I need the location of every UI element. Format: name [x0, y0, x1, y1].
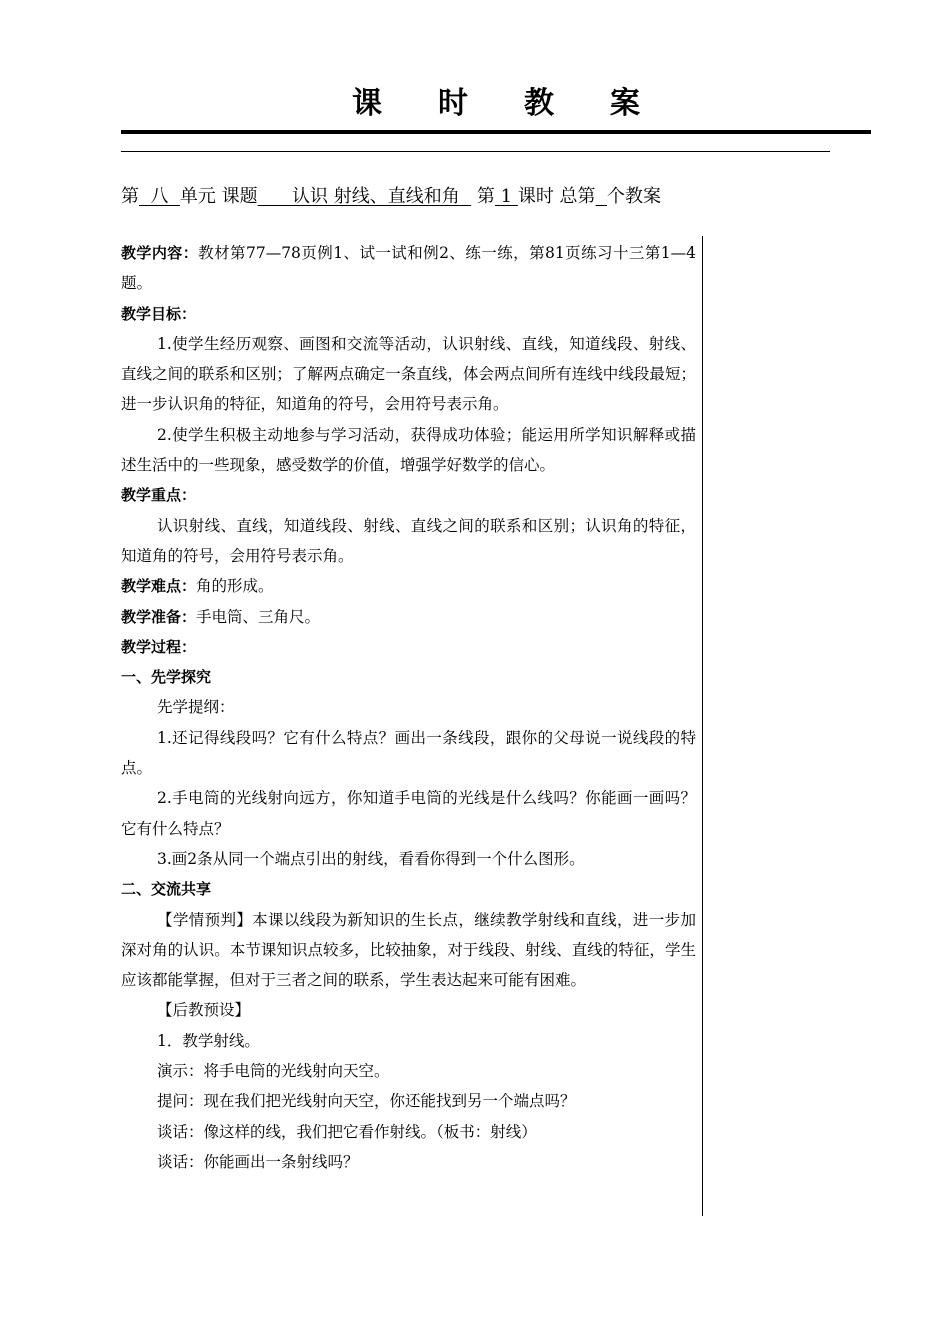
- meta-prefix: 第: [121, 186, 139, 207]
- outline-item-1: 1.还记得线段吗？它有什么特点？画出一条线段，跟你的父母说一说线段的特点。: [121, 728, 696, 778]
- meta-topic-field: [258, 186, 472, 207]
- key-label: 教学重点：: [121, 486, 197, 505]
- difficulty-text: 角的形成。: [196, 577, 274, 596]
- content-border-right: [702, 236, 703, 1216]
- teaching-content-text: 教材第77—78页例1、试一试和例2、练一练，第81页练习十三第1—4题。: [121, 244, 696, 293]
- prep-label: 教学准备：: [121, 607, 197, 626]
- difficulty-label: 教学难点：: [121, 577, 197, 596]
- prep-text: 手电筒、三角尺。: [196, 607, 321, 626]
- forecast-paragraph: 【学情预判】本课以线段为新知识的生长点，继续教学射线和直线，进一步加深对角的认识。本节课知识点较多，比较抽象，对于线段、射线、直线的特征，学生应该都能掌握，但对于三者之间的联系，学生表达起来可能有困难。: [121, 910, 696, 990]
- title-rule-thick: [121, 130, 871, 134]
- title-char: 案: [610, 86, 640, 121]
- title-char: 教: [524, 86, 554, 121]
- outline-label: 先学提纲：: [157, 698, 235, 717]
- teaching-content-label: 教学内容：: [121, 244, 199, 262]
- ask-line: 提问：现在我们把光线射向天空，你还能找到另一个端点吗？: [157, 1092, 576, 1111]
- section-2-heading: 二、交流共享: [121, 880, 212, 899]
- goal-2: 2.使学生积极主动地参与学习活动，获得成功体验；能运用所学知识解释或描述生活中的一些现象，感受数学的价值，增强学好数学的信心。: [121, 425, 696, 475]
- meta-lesson-prefix: 第: [476, 186, 495, 207]
- demo-line: 演示：将手电筒的光线射向天空。: [157, 1062, 390, 1081]
- title-rule-thin: [121, 151, 830, 152]
- meta-total-suffix: 个教案: [607, 186, 662, 207]
- meta-unit: 八: [150, 186, 169, 207]
- preparation: [121, 602, 696, 632]
- key-text: 认识射线、直线，知道线段、射线、直线之间的联系和区别；认识角的特征，知道角的符号，会用符号表示角。: [121, 516, 696, 565]
- page-title: [121, 78, 871, 128]
- outline-item-2: 2.手电筒的光线射向远方，你知道手电筒的光线是什么线吗？你能画一画吗？它有什么特点？: [121, 789, 696, 838]
- meta-unit-field: [139, 186, 180, 207]
- title-char: 课: [352, 86, 382, 121]
- post-preset-heading: 【后教预设】: [157, 1001, 251, 1020]
- title-char: 时: [438, 86, 468, 121]
- goal-1: 1.使学生经历观察、画图和交流等活动，认识射线、直线，知道线段、射线、直线之间的联系和区别；了解两点确定一条直线，体会两点间所有连线中线段最短；进一步认识角的特征，知道角的符号，会用符号表示角。: [121, 334, 696, 414]
- section-1-heading: 一、先学探究: [121, 668, 212, 687]
- goals-label: 教学目标：: [121, 304, 197, 323]
- lesson-meta-line: [121, 182, 661, 212]
- process-label: 教学过程：: [121, 637, 197, 656]
- meta-lesson-label: 课时 总第: [517, 186, 596, 207]
- outline-item-3: 3.画2条从同一个端点引出的射线，看看你得到一个什么图形。: [157, 849, 585, 868]
- talk-line-2: 谈话：你能画出一条射线吗？: [157, 1152, 359, 1171]
- talk-line-1: 谈话：像这样的线，我们把它看作射线。（板书：射线）: [157, 1122, 537, 1141]
- meta-lesson-no: 1: [500, 186, 513, 207]
- step-1: 1．教学射线。: [157, 1031, 260, 1050]
- meta-total-field: [596, 186, 607, 207]
- meta-lesson-field: [495, 186, 518, 207]
- meta-unit-label: 单元 课题: [179, 186, 258, 207]
- teaching-content: [121, 238, 696, 299]
- meta-topic: 认识 射线、直线和角: [291, 186, 460, 207]
- difficulty: [121, 571, 696, 601]
- lesson-body: [121, 238, 696, 1177]
